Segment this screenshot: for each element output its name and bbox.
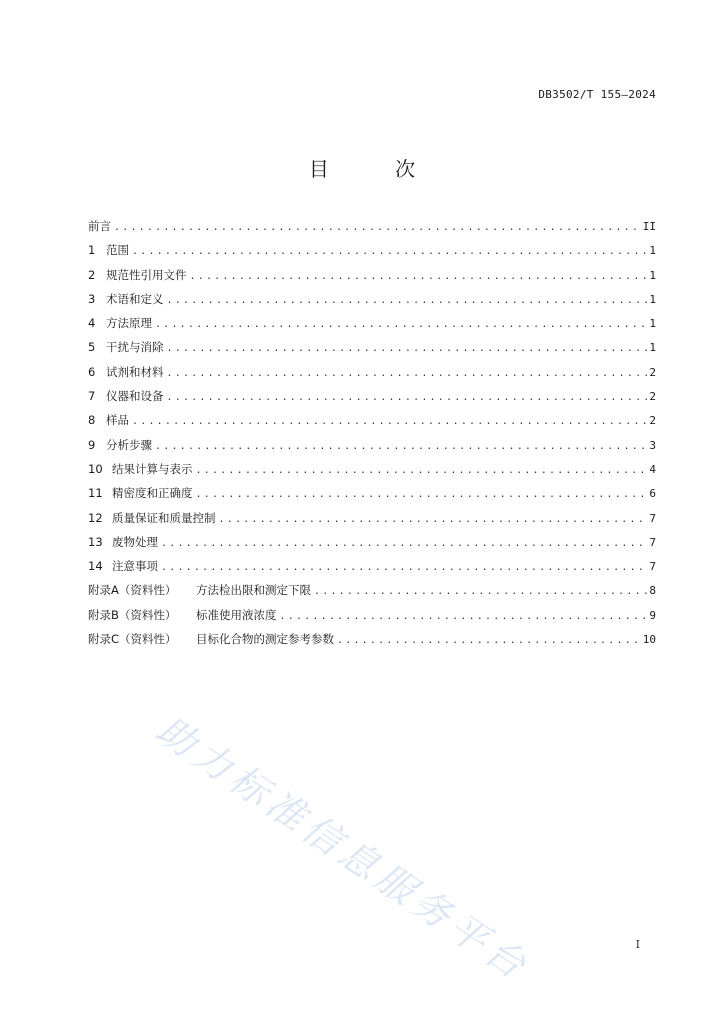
toc-entry-9[interactable] <box>88 437 656 461</box>
toc-entry-page: 7 <box>649 535 656 549</box>
toc-entry-12[interactable] <box>88 510 656 534</box>
watermark: 助力标准信息服务平台 <box>148 707 538 990</box>
toc-entry-page: 1 <box>649 268 656 282</box>
toc-entry-number: 10 <box>88 461 103 476</box>
toc-entry-page: 1 <box>649 292 656 306</box>
toc-entry-3[interactable] <box>88 291 656 315</box>
toc-entry-label: 试剂和材料 <box>106 364 164 379</box>
toc-entry-label: 精密度和正确度 <box>112 486 193 501</box>
toc-entry-6[interactable] <box>88 364 656 388</box>
toc-title: 目 次 <box>308 157 446 181</box>
toc-entry-page: 6 <box>649 487 656 501</box>
toc-entry-page: 9 <box>649 608 656 622</box>
table-of-contents <box>88 218 656 655</box>
toc-entry-4[interactable] <box>88 315 656 339</box>
toc-entry-8[interactable] <box>88 412 656 436</box>
toc-entry-appendix-a[interactable] <box>88 582 656 606</box>
toc-leader-dots <box>189 269 648 285</box>
toc-entry-number: 4 <box>88 316 96 331</box>
toc-entry-label: 前言 <box>88 219 111 233</box>
toc-entry-14[interactable] <box>88 558 656 582</box>
toc-entry-label: 目标化合物的测定参考参数 <box>196 632 334 647</box>
toc-entry-5[interactable] <box>88 339 656 363</box>
toc-entry-number: 附录B（资料性） <box>88 607 177 622</box>
toc-entry-appendix-c[interactable] <box>88 631 656 655</box>
toc-entry-7[interactable] <box>88 388 656 412</box>
toc-entry-label: 分析步骤 <box>106 437 152 452</box>
toc-leader-dots <box>166 366 648 382</box>
toc-leader-dots <box>336 633 641 649</box>
toc-entry-label: 范围 <box>106 243 129 258</box>
toc-entry-page: 7 <box>649 560 656 574</box>
toc-entry-number: 8 <box>88 413 96 428</box>
toc-entry-page: 2 <box>649 365 656 379</box>
toc-entry-number: 2 <box>88 267 96 282</box>
toc-entry-number: 14 <box>88 559 103 574</box>
toc-leader-dots <box>313 584 647 600</box>
toc-entry-number: 13 <box>88 534 103 549</box>
toc-entry-page: 8 <box>649 584 656 598</box>
toc-leader-dots <box>113 220 641 236</box>
toc-entry-label: 结果计算与表示 <box>112 461 193 476</box>
toc-entry-page: II <box>642 220 656 233</box>
toc-entry-1[interactable] <box>88 242 656 266</box>
toc-entry-label: 方法检出限和测定下限 <box>196 583 311 598</box>
toc-entry-foreword[interactable] <box>88 218 656 242</box>
toc-leader-dots <box>131 244 647 260</box>
toc-entry-13[interactable] <box>88 534 656 558</box>
toc-entry-page: 1 <box>649 244 656 258</box>
toc-entry-11[interactable] <box>88 485 656 509</box>
toc-entry-label: 干扰与消除 <box>106 340 164 355</box>
toc-entry-number: 附录A（资料性） <box>88 583 177 598</box>
toc-entry-label: 标准使用液浓度 <box>196 607 277 622</box>
toc-leader-dots <box>166 293 648 309</box>
toc-entry-2[interactable] <box>88 267 656 291</box>
toc-leader-dots <box>160 536 647 552</box>
toc-entry-page: 2 <box>649 414 656 428</box>
toc-leader-dots <box>166 390 648 406</box>
toc-entry-page: 3 <box>649 438 656 452</box>
toc-entry-label: 仪器和设备 <box>106 389 164 404</box>
toc-entry-number: 12 <box>88 510 103 525</box>
toc-entry-number: 11 <box>88 486 103 501</box>
toc-entry-label: 废物处理 <box>112 534 158 549</box>
toc-leader-dots <box>154 439 647 455</box>
toc-entry-10[interactable] <box>88 461 656 485</box>
toc-entry-number: 附录C（资料性） <box>88 632 177 647</box>
toc-entry-page: 1 <box>649 317 656 331</box>
document-code: DB3502/T 155—2024 <box>538 88 656 101</box>
toc-entry-number: 9 <box>88 437 96 452</box>
toc-entry-label: 样品 <box>106 413 129 428</box>
toc-entry-number: 5 <box>88 340 96 355</box>
toc-leader-dots <box>279 609 648 625</box>
toc-entry-number: 6 <box>88 364 96 379</box>
toc-entry-page: 7 <box>649 511 656 525</box>
toc-entry-page: 10 <box>642 633 656 647</box>
toc-leader-dots <box>195 487 648 503</box>
toc-entry-label: 注意事项 <box>112 559 158 574</box>
toc-leader-dots <box>195 463 648 479</box>
toc-entry-page: 4 <box>649 462 656 476</box>
toc-leader-dots <box>160 560 647 576</box>
toc-entry-page: 1 <box>649 341 656 355</box>
toc-leader-dots <box>218 512 648 528</box>
toc-entry-label: 方法原理 <box>106 316 152 331</box>
toc-entry-label: 术语和定义 <box>106 291 164 306</box>
toc-entry-label: 质量保证和质量控制 <box>112 510 216 525</box>
toc-entry-number: 7 <box>88 389 96 404</box>
toc-entry-appendix-b[interactable] <box>88 607 656 631</box>
toc-entry-label: 规范性引用文件 <box>106 267 187 282</box>
page-number: I <box>635 938 640 951</box>
toc-entry-page: 2 <box>649 390 656 404</box>
toc-leader-dots <box>131 414 647 430</box>
toc-entry-number: 1 <box>88 243 96 258</box>
toc-entry-number: 3 <box>88 291 96 306</box>
toc-leader-dots <box>154 317 647 333</box>
toc-leader-dots <box>166 341 648 357</box>
